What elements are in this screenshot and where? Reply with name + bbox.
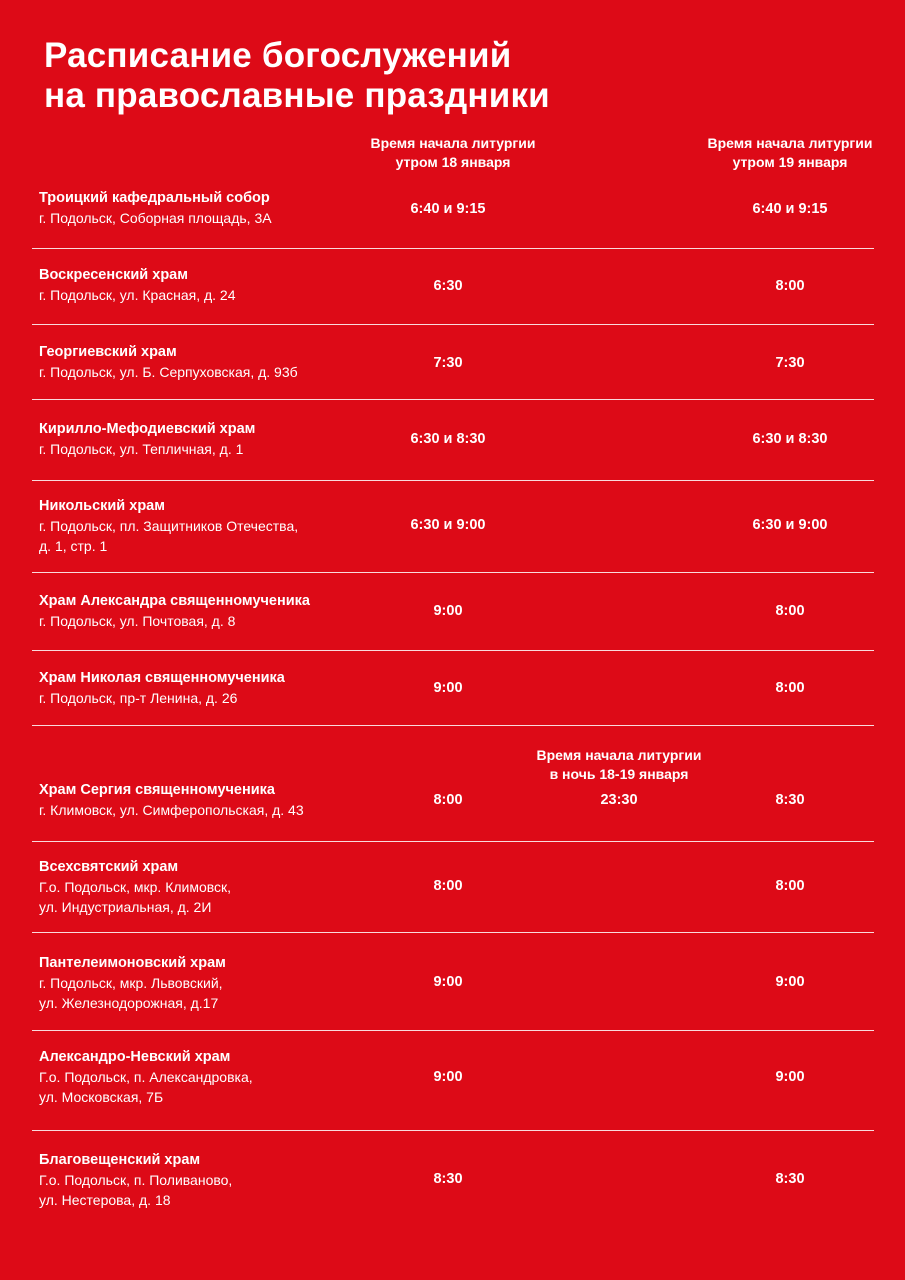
church-name: Благовещенский храм — [39, 1152, 201, 1168]
row-divider — [32, 480, 874, 481]
time-jan19: 8:30 — [775, 792, 805, 808]
time-jan19: 6:40 и 9:15 — [752, 201, 828, 217]
time-jan18: 6:30 — [433, 278, 463, 294]
time-jan19: 8:00 — [775, 680, 805, 696]
time-jan18: 9:00 — [433, 603, 463, 619]
column-header-jan19: Время начала литургии утром 19 января — [707, 135, 873, 170]
church-name: Храм Александра священномученика — [39, 593, 310, 609]
church-address: Г.о. Подольск, п. Александровка, — [39, 1069, 253, 1085]
church-address: г. Подольск, ул. Почтовая, д. 8 — [39, 613, 236, 629]
time-jan19: 9:00 — [775, 974, 805, 990]
church-info — [39, 1047, 359, 1107]
church-address-line-2: ул. Московская, 7Б — [39, 1089, 164, 1105]
church-info — [39, 188, 359, 228]
time-jan19: 8:00 — [775, 603, 805, 619]
church-info — [39, 857, 359, 917]
church-info — [39, 419, 359, 459]
time-jan18: 8:00 — [433, 792, 463, 808]
time-jan18: 8:30 — [433, 1171, 463, 1187]
church-name: Храм Сергия священномученика — [39, 782, 275, 798]
time-jan19: 6:30 и 8:30 — [752, 431, 828, 447]
time-jan18: 6:30 и 9:00 — [410, 517, 486, 533]
time-jan19: 8:00 — [775, 278, 805, 294]
church-address: г. Подольск, ул. Тепличная, д. 1 — [39, 441, 244, 457]
church-name: Храм Николая священномученика — [39, 670, 285, 686]
church-address: г. Климовск, ул. Симферопольская, д. 43 — [39, 802, 304, 818]
church-address: г. Подольск, ул. Б. Серпуховская, д. 93б — [39, 364, 298, 380]
church-name: Воскресенский храм — [39, 267, 188, 283]
church-address: Г.о. Подольск, мкр. Климовск, — [39, 879, 232, 895]
column-header-jan18: Время начала литургии утром 18 января — [370, 135, 536, 170]
church-info — [39, 591, 359, 631]
time-jan18: 6:30 и 8:30 — [410, 431, 486, 447]
column-header-night: Время начала литургии в ночь 18-19 января — [536, 747, 702, 782]
church-info — [39, 953, 359, 1013]
time-jan18: 9:00 — [433, 1069, 463, 1085]
row-divider — [32, 650, 874, 651]
row-divider — [32, 841, 874, 842]
time-jan18: 7:30 — [433, 355, 463, 371]
row-divider — [32, 725, 874, 726]
row-divider — [32, 399, 874, 400]
time-jan18: 9:00 — [433, 974, 463, 990]
church-name: Всехсвятский храм — [39, 859, 179, 875]
church-info — [39, 496, 359, 556]
church-address: г. Подольск, мкр. Львовский, — [39, 975, 223, 991]
church-address: г. Подольск, ул. Красная, д. 24 — [39, 287, 236, 303]
title-line-1: Расписание богослужений — [44, 36, 512, 75]
church-name: Кирилло-Мефодиевский храм — [39, 421, 256, 437]
row-divider — [32, 324, 874, 325]
church-info — [39, 780, 359, 820]
time-jan19: 9:00 — [775, 1069, 805, 1085]
church-name: Александро-Невский храм — [39, 1049, 231, 1065]
time-jan19: 7:30 — [775, 355, 805, 371]
church-address-line-2: ул. Индустриальная, д. 2И — [39, 899, 212, 915]
church-name: Георгиевский храм — [39, 344, 177, 360]
time-jan18: 8:00 — [433, 878, 463, 894]
church-info — [39, 1150, 359, 1210]
church-address-line-2: ул. Нестерова, д. 18 — [39, 1192, 171, 1208]
time-jan19: 8:00 — [775, 878, 805, 894]
church-address-line-2: д. 1, стр. 1 — [39, 538, 108, 554]
church-name: Никольский храм — [39, 498, 165, 514]
church-address: г. Подольск, пл. Защитников Отечества, — [39, 518, 299, 534]
time-jan18: 9:00 — [433, 680, 463, 696]
church-name: Пантелеимоновский храм — [39, 955, 226, 971]
row-divider — [32, 1030, 874, 1031]
title-line-2: на православные праздники — [44, 76, 550, 115]
church-info — [39, 265, 359, 305]
church-info — [39, 668, 359, 708]
church-address: Г.о. Подольск, п. Поливаново, — [39, 1172, 233, 1188]
church-info — [39, 342, 359, 382]
row-divider — [32, 1130, 874, 1131]
row-divider — [32, 932, 874, 933]
time-jan18: 6:40 и 9:15 — [410, 201, 486, 217]
row-divider — [32, 248, 874, 249]
page-title — [44, 36, 550, 116]
church-address: г. Подольск, Соборная площадь, 3А — [39, 210, 272, 226]
row-divider — [32, 572, 874, 573]
church-address-line-2: ул. Железнодорожная, д.17 — [39, 995, 219, 1011]
time-night: 23:30 — [600, 792, 638, 808]
time-jan19: 8:30 — [775, 1171, 805, 1187]
time-jan19: 6:30 и 9:00 — [752, 517, 828, 533]
church-name: Троицкий кафедральный собор — [39, 190, 270, 206]
church-address: г. Подольск, пр-т Ленина, д. 26 — [39, 690, 238, 706]
